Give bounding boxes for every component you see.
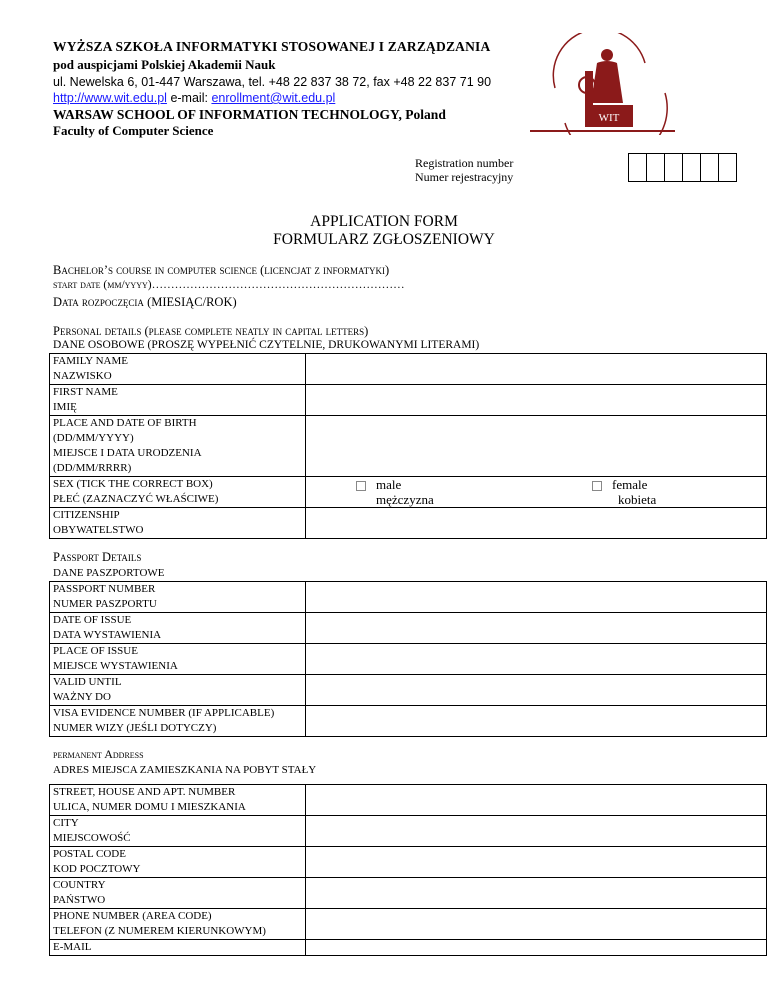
faculty-name: Faculty of Computer Science bbox=[53, 123, 214, 138]
school-name-pl: WYŻSZA SZKOŁA INFORMATYKI STOSOWANEJ I ZARZĄDZANIA bbox=[53, 39, 491, 54]
row-label: POSTAL CODE KOD POCZTOWY bbox=[50, 847, 306, 878]
passport-heading-pl: DANE PASZPORTOWE bbox=[53, 567, 165, 579]
row-label: STREET, HOUSE AND APT. NUMBER ULICA, NUMER DOMU I MIESZKANIA bbox=[50, 785, 306, 816]
family-name-field[interactable] bbox=[306, 354, 767, 385]
personal-heading-en: Personal details (please complete neatly in capital letters) bbox=[53, 324, 369, 338]
table-row bbox=[50, 675, 767, 706]
form-title-pl: FORMULARZ ZGŁOSZENIOWY bbox=[273, 231, 495, 248]
row-label: VISA EVIDENCE NUMBER (IF APPLICABLE) NUMER WIZY (JEŚLI DOTYCZY) bbox=[50, 706, 306, 737]
postal-code-field[interactable] bbox=[306, 847, 767, 878]
passport-heading-en: Passport Details bbox=[53, 550, 142, 564]
registration-label bbox=[415, 156, 513, 184]
registration-label-en: Registration number bbox=[415, 156, 514, 170]
contact-line bbox=[53, 91, 335, 105]
table-row bbox=[50, 385, 767, 416]
reg-digit-box[interactable] bbox=[701, 154, 719, 181]
table-row bbox=[50, 847, 767, 878]
row-label: PHONE NUMBER (AREA CODE) TELEFON (Z NUMEREM KIERUNKOWYM) bbox=[50, 909, 306, 940]
male-label: male mężczyzna bbox=[376, 477, 434, 507]
personal-details-table bbox=[49, 353, 767, 539]
reg-digit-box[interactable] bbox=[629, 154, 647, 181]
table-row bbox=[50, 816, 767, 847]
row-label: VALID UNTIL WAŻNY DO bbox=[50, 675, 306, 706]
row-label: DATE OF ISSUE DATA WYSTAWIENIA bbox=[50, 613, 306, 644]
table-row bbox=[50, 644, 767, 675]
table-row bbox=[50, 477, 767, 508]
female-checkbox[interactable] bbox=[592, 481, 602, 491]
table-row bbox=[50, 706, 767, 737]
logo-text: WIT bbox=[598, 112, 620, 124]
registration-number-boxes[interactable] bbox=[628, 153, 737, 182]
reg-digit-box[interactable] bbox=[647, 154, 665, 181]
sex-field bbox=[306, 477, 767, 508]
city-field[interactable] bbox=[306, 816, 767, 847]
email-field[interactable] bbox=[306, 940, 767, 956]
table-row bbox=[50, 878, 767, 909]
row-label: SEX (TICK THE CORRECT BOX) PŁEĆ (ZAZNACZYĆ WŁAŚCIWE) bbox=[50, 477, 306, 508]
registration-label-pl: Numer rejestracyjny bbox=[415, 170, 514, 184]
start-date-pl-format: (MIESIĄC/ROK) bbox=[147, 295, 237, 309]
start-date-pl-label: Data rozpoczęcia bbox=[53, 295, 144, 309]
visa-number-field[interactable] bbox=[306, 706, 767, 737]
table-row bbox=[50, 508, 767, 539]
wit-logo bbox=[525, 33, 680, 135]
website-link[interactable]: http://www.wit.edu.pl bbox=[53, 91, 167, 105]
citizenship-field[interactable] bbox=[306, 508, 767, 539]
form-title-en: APPLICATION FORM bbox=[310, 213, 458, 230]
address-heading-en: permanent Address bbox=[53, 747, 144, 761]
row-label: COUNTRY PAŃSTWO bbox=[50, 878, 306, 909]
table-row bbox=[50, 909, 767, 940]
table-row bbox=[50, 416, 767, 477]
address-table bbox=[49, 784, 767, 956]
male-checkbox[interactable] bbox=[356, 481, 366, 491]
auspices-line: pod auspicjami Polskiej Akademii Nauk bbox=[53, 57, 276, 72]
row-label: CITY MIEJSCOWOŚĆ bbox=[50, 816, 306, 847]
address-line: ul. Newelska 6, 01-447 Warszawa, tel. +48 22 837 38 72, fax +48 22 837 71 90 bbox=[53, 75, 492, 89]
personal-heading-pl: DANE OSOBOWE (PROSZĘ WYPEŁNIĆ CZYTELNIE, DRUKOWANYMI LITERAMI) bbox=[53, 339, 480, 351]
reg-digit-box[interactable] bbox=[665, 154, 683, 181]
email-label: e-mail: bbox=[170, 91, 208, 105]
phone-field[interactable] bbox=[306, 909, 767, 940]
first-name-field[interactable] bbox=[306, 385, 767, 416]
row-label: FAMILY NAME NAZWISKO bbox=[50, 354, 306, 385]
school-name-en: WARSAW SCHOOL OF INFORMATION TECHNOLOGY, Poland bbox=[53, 107, 446, 122]
row-label: PASSPORT NUMBER NUMER PASZPORTU bbox=[50, 582, 306, 613]
start-date-pl-line bbox=[53, 295, 237, 310]
reg-digit-box[interactable] bbox=[719, 154, 736, 181]
row-label: PLACE AND DATE OF BIRTH (DD/MM/YYYY) MIEJSCE I DATA URODZENIA (DD/MM/RRRR) bbox=[50, 416, 306, 477]
passport-table bbox=[49, 581, 767, 737]
row-label: PLACE OF ISSUE MIEJSCE WYSTAWIENIA bbox=[50, 644, 306, 675]
row-label: E-MAIL bbox=[50, 940, 306, 956]
table-row bbox=[50, 940, 767, 956]
reg-digit-box[interactable] bbox=[683, 154, 701, 181]
female-label: female kobieta bbox=[612, 477, 657, 507]
start-date-line: start date (mm/yyyy)………………………………………………………… bbox=[53, 279, 405, 291]
birth-field[interactable] bbox=[306, 416, 767, 477]
table-row bbox=[50, 354, 767, 385]
issue-date-field[interactable] bbox=[306, 613, 767, 644]
issue-place-field[interactable] bbox=[306, 644, 767, 675]
country-field[interactable] bbox=[306, 878, 767, 909]
passport-number-field[interactable] bbox=[306, 582, 767, 613]
course-line: Bachelor’s course in computer science (licencjat z informatyki) bbox=[53, 263, 390, 277]
table-row bbox=[50, 613, 767, 644]
email-link[interactable]: enrollment@wit.edu.pl bbox=[211, 91, 336, 105]
row-label: FIRST NAME IMIĘ bbox=[50, 385, 306, 416]
street-field[interactable] bbox=[306, 785, 767, 816]
valid-until-field[interactable] bbox=[306, 675, 767, 706]
row-label: CITIZENSHIP OBYWATELSTWO bbox=[50, 508, 306, 539]
table-row bbox=[50, 785, 767, 816]
table-row bbox=[50, 582, 767, 613]
address-heading-pl: ADRES MIEJSCA ZAMIESZKANIA NA POBYT STAŁY bbox=[53, 764, 317, 776]
